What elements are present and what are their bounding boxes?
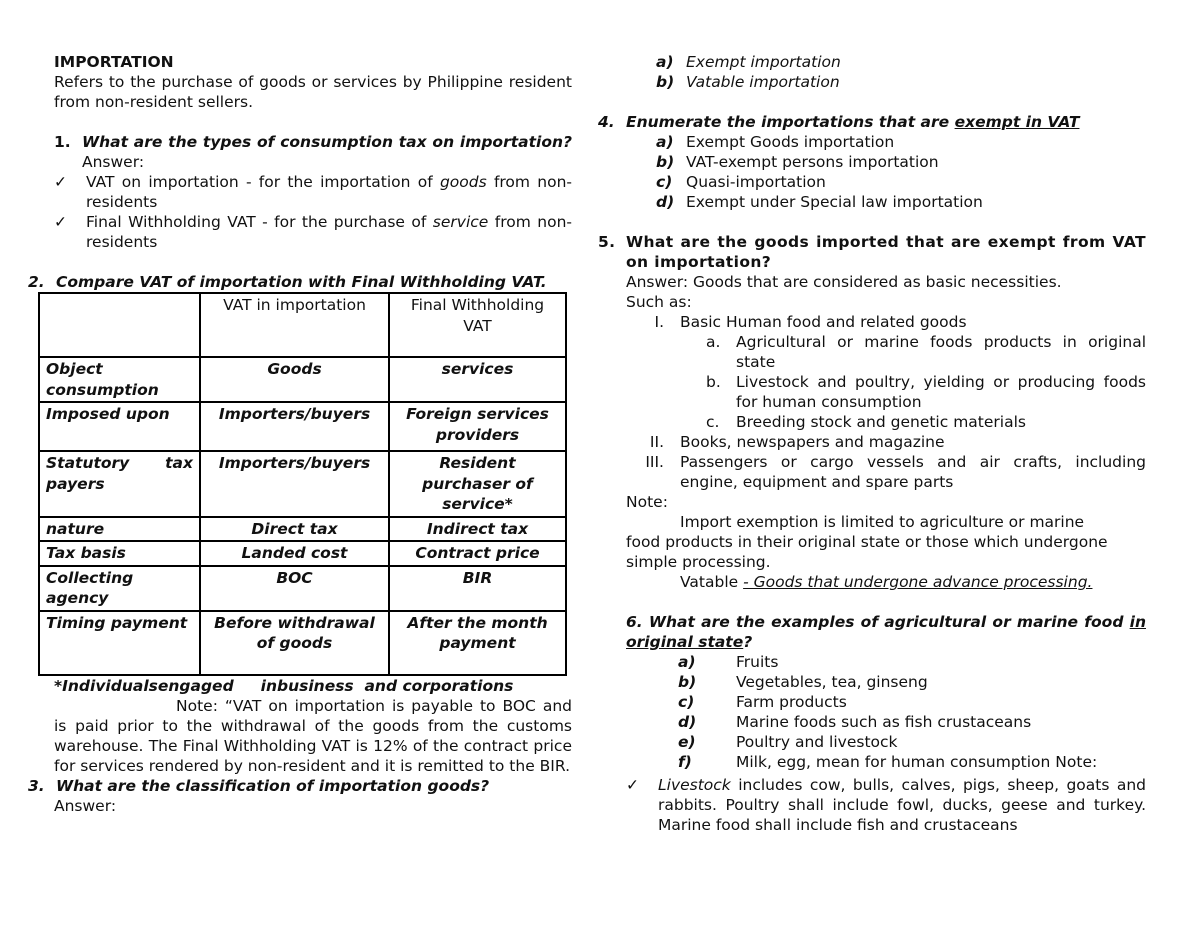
list-item: c. Breeding stock and genetic materials xyxy=(706,413,1026,431)
vatable-note: Vatable - Goods that undergone advance processing. xyxy=(680,573,1093,591)
table-cell: Object consumption xyxy=(39,357,200,402)
table-header-cell: Final Withholding VAT xyxy=(389,293,566,357)
question-3: 3. What are the classification of importation goods? xyxy=(28,776,490,795)
checkmark-icon: ✓ xyxy=(54,213,67,231)
list-item: ✓ VAT on importation - for the importation of goods from non-residents xyxy=(54,173,572,211)
table-cell: Statutory tax payers xyxy=(39,451,200,517)
list-item: a) Exempt importation xyxy=(656,53,841,71)
table-row xyxy=(39,566,566,611)
right-column xyxy=(598,52,1146,835)
table-cell: Resident purchaser of service* xyxy=(389,451,566,517)
list-item: III. Passengers or cargo vessels and air crafts, including engine, equipment and spare parts xyxy=(645,453,1146,491)
list-item: b) Vegetables, tea, ginseng xyxy=(678,673,928,691)
question-5: 5. What are the goods imported that are exempt from VAT on importation? xyxy=(598,233,1146,271)
table-cell: Landed cost xyxy=(200,541,389,566)
table-cell: Before withdrawal of goods xyxy=(200,611,389,675)
list-item: c) Farm products xyxy=(678,693,847,711)
list-item: a. Agricultural or marine foods products in original state xyxy=(706,333,1146,371)
answer-text: Answer: Goods that are considered as basic necessities. xyxy=(626,273,1062,291)
comparison-table xyxy=(38,292,567,676)
list-item: b) Vatable importation xyxy=(656,73,840,91)
table-cell: Importers/buyers xyxy=(200,402,389,451)
list-item: d) Exempt under Special law importation xyxy=(656,193,983,211)
note-text: Note: “VAT on importation is payable to BOC and is paid prior to the withdrawal of the goods from the customs warehouse. The Final Withholding VAT is 12% of the contract price for services rendered by non-resident and it is remitted to the BIR. xyxy=(54,696,572,775)
question-4: 4. Enumerate the importations that are exempt in VAT xyxy=(598,113,1080,131)
left-column xyxy=(28,52,572,816)
checkmark-icon: ✓ xyxy=(626,776,639,794)
list-item: I. Basic Human food and related goods xyxy=(654,313,967,331)
table-cell: Contract price xyxy=(389,541,566,566)
table-cell: services xyxy=(389,357,566,402)
note-text: food products in their original state or those which undergone simple processing. xyxy=(626,533,1108,571)
list-item: c) Quasi-importation xyxy=(656,173,826,191)
table-footnote: *Individualsengaged inbusiness and corporations xyxy=(54,676,514,695)
such-as-label: Such as: xyxy=(626,293,692,311)
list-item: f) Milk, egg, mean for human consumption Note: xyxy=(678,753,1098,771)
table-cell: Importers/buyers xyxy=(200,451,389,517)
list-item: b) VAT-exempt persons importation xyxy=(656,153,939,171)
table-cell: Direct tax xyxy=(200,517,389,542)
table-cell: After the month payment xyxy=(389,611,566,675)
table-header-row xyxy=(39,293,566,357)
table-cell: Timing payment xyxy=(39,611,200,675)
table-row xyxy=(39,541,566,566)
note-label: Note: xyxy=(626,493,668,511)
list-item: a) Fruits xyxy=(678,653,779,671)
table-cell: Indirect tax xyxy=(389,517,566,542)
table-cell: Tax basis xyxy=(39,541,200,566)
section-heading: IMPORTATION xyxy=(54,53,174,71)
list-item: a) Exempt Goods importation xyxy=(656,133,895,151)
list-item: ✓ Livestock includes cow, bulls, calves, pigs, sheep, goats and rabbits. Poultry shall include fowl, ducks, geese and turkey. Marine food shall include fish and crustaceans xyxy=(626,776,1146,834)
checkmark-icon: ✓ xyxy=(54,173,67,191)
list-item: d) Marine foods such as fish crustaceans xyxy=(678,713,1032,731)
list-item: II. Books, newspapers and magazine xyxy=(649,433,945,451)
table-cell: Foreign services providers xyxy=(389,402,566,451)
table-row xyxy=(39,611,566,675)
list-item: ✓ Final Withholding VAT - for the purchase of service from non-residents xyxy=(54,213,572,251)
list-item: b. Livestock and poultry, yielding or producing foods for human consumption xyxy=(706,373,1146,411)
table-cell: Imposed upon xyxy=(39,402,200,451)
question-6: 6. What are the examples of agricultural or marine food in original state? xyxy=(626,613,1146,651)
answer-label: Answer: xyxy=(54,796,117,815)
table-row xyxy=(39,402,566,451)
table-row xyxy=(39,357,566,402)
table-cell: BIR xyxy=(389,566,566,611)
table-header-cell: VAT in importation xyxy=(200,293,389,357)
table-cell xyxy=(39,293,200,357)
question-2: 2. Compare VAT of importation with Final Withholding VAT. xyxy=(28,273,547,291)
note-text: Import exemption is limited to agriculture or marine xyxy=(680,513,1085,531)
table-cell: nature xyxy=(39,517,200,542)
table-cell: Collecting agency xyxy=(39,566,200,611)
table-cell: Goods xyxy=(200,357,389,402)
intro-text: Refers to the purchase of goods or services by Philippine resident from non-resident sellers. xyxy=(54,73,572,111)
list-item: e) Poultry and livestock xyxy=(678,733,898,751)
table-row xyxy=(39,451,566,517)
table-row xyxy=(39,517,566,542)
table-cell: BOC xyxy=(200,566,389,611)
question-1: 1. What are the types of consumption tax on importation? Answer: xyxy=(54,133,572,171)
